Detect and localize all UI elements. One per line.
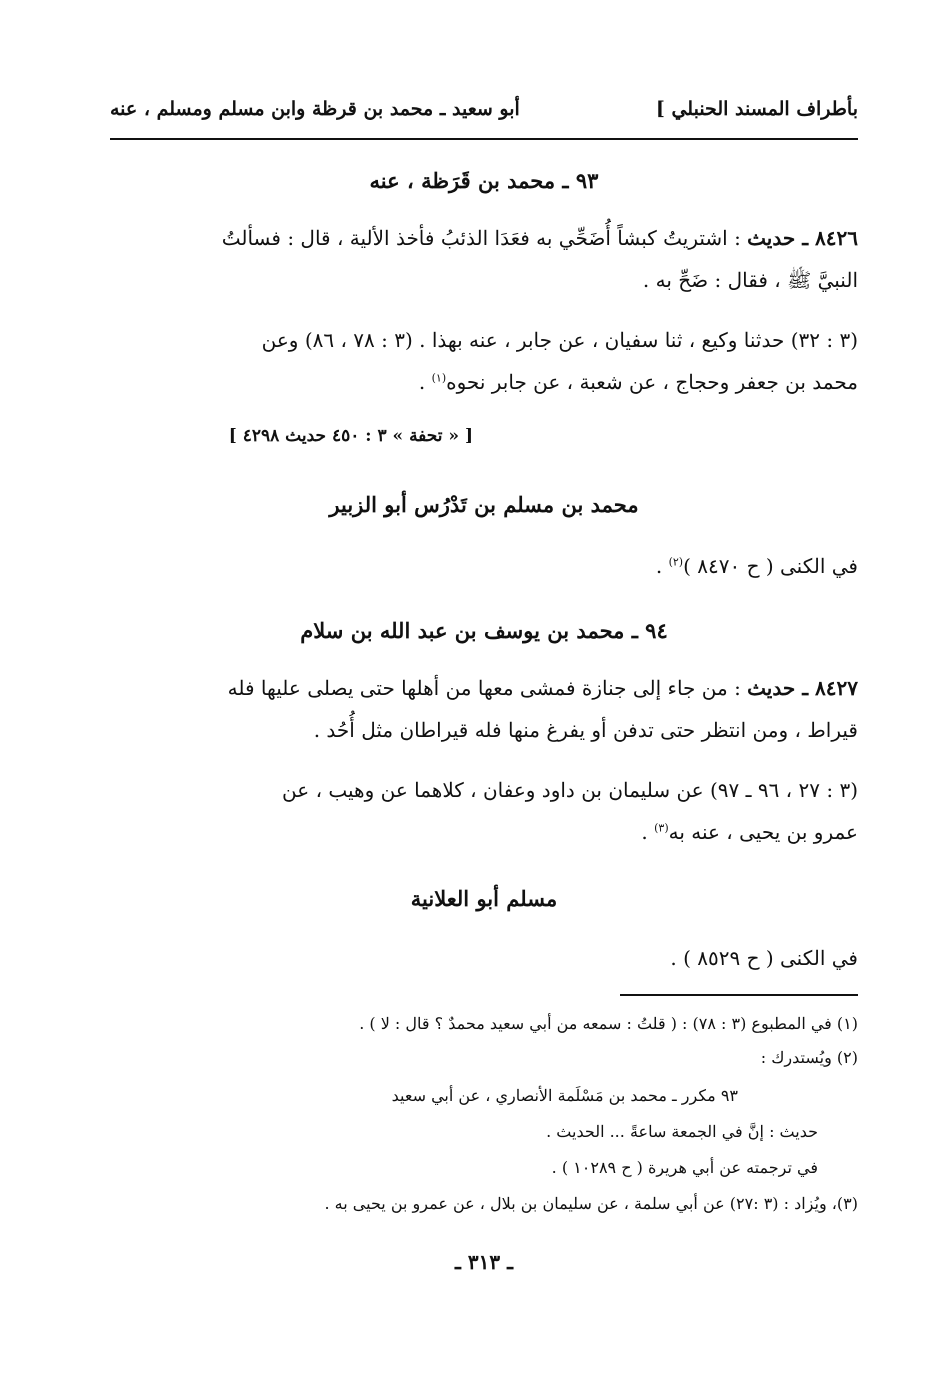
- footnote-2-line1: ٩٣ مكرر ـ محمد بن مَسْلَمة الأنصاري ، عن أبي سعيد: [391, 1086, 738, 1105]
- section-heading-93: ٩٣ ـ محمد بن قَرَظة ، عنه: [369, 168, 599, 193]
- section-heading-muslim: مسلم أبو العلانية: [410, 886, 558, 911]
- footnote-2: (٢) ويُستدرك :: [760, 1048, 858, 1067]
- footnote-1: (١) في المطبوع (٣ : ٧٨) : ( قلتُ : سمعه من أبي سعيد محمدٌ ؟ قال : لا ) .: [359, 1014, 858, 1033]
- hadith-8426-line1: [98, 226, 858, 250]
- kuna-text: في الكنى ( ح ٨٤٧٠ ): [683, 554, 858, 578]
- hadith-8427-line1: [98, 676, 858, 700]
- section-heading-abu-zubair: محمد بن مسلم بن تَدْرُس أبو الزبير: [329, 492, 639, 517]
- sources-text: عمرو بن يحيى ، عنه به: [668, 820, 858, 844]
- hadith-number: ٨٤٢٦ ـ حديث: [747, 226, 858, 250]
- header-book-title: بأطراف المسند الحنبلي ]: [655, 98, 858, 120]
- footnote-ref-2: (٢): [668, 555, 684, 569]
- footnote-ref-1: (١): [431, 371, 447, 385]
- sources-8426-line2: محمد بن جعفر وحجاج ، عن شعبة ، عن جابر نحوه$^{(١)}$ .: [418, 370, 858, 394]
- footnote-ref-3: (٣): [654, 821, 669, 835]
- hadith-8426-line2: النبيَّ ﷺ ، فقال : ضَحِّ به .: [642, 268, 858, 292]
- sources-text: محمد بن جعفر وحجاج ، عن شعبة ، عن جابر نحوه: [446, 370, 858, 394]
- footnote-divider: [620, 994, 858, 996]
- kuna-reference-8529: في الكنى ( ح ٨٥٢٩ ) .: [670, 946, 858, 970]
- hadith-number: ٨٤٢٧ ـ حديث: [747, 676, 858, 700]
- kuna-reference-8470: في الكنى ( ح ٨٤٧٠ )$^{(٢)}$ .: [655, 554, 858, 578]
- footnote-2-line2: حديث : إنَّ في الجمعة ساعةً ... الحديث .: [546, 1122, 818, 1141]
- tuhfa-reference: [ « تحفة » ٣ : ٤٥٠ حديث ٤٢٩٨ ]: [228, 426, 473, 446]
- footnote-3: (٣)، ويُزاد : (٣ :٢٧) عن أبي سلمة ، عن سليمان بن بلال ، عن عمرو بن يحيى به .: [324, 1194, 858, 1213]
- page-number: ـ ٣١٣ ـ: [455, 1250, 513, 1274]
- sources-8427-line1: (٣ : ٢٧ ، ٩٦ ـ ٩٧) عن سليمان بن داود وعفان ، كلاهما عن وهيب ، عن: [282, 778, 858, 802]
- running-header: [110, 94, 858, 140]
- section-heading-94: ٩٤ ـ محمد بن يوسف بن عبد الله بن سلام: [300, 618, 668, 643]
- sources-8426-line1: (٣ : ٣٢) حدثنا وكيع ، ثنا سفيان ، عن جابر ، عنه بهذا . (٣ : ٧٨ ، ٨٦) وعن: [261, 328, 858, 352]
- hadith-text: : من جاء إلى جنازة فمشى معها من أهلها حتى يصلى عليها فله: [227, 676, 748, 700]
- hadith-text: : اشتريتُ كبشاً أُضَحِّي به فعَدَا الذئبُ فأخذ الألية ، قال : فسألتُ: [221, 226, 748, 250]
- footnote-2-line3: في ترجمته عن أبي هريرة ( ح ١٠٢٨٩ ) .: [551, 1158, 818, 1177]
- header-section-title: أبو سعيد ـ محمد بن قرظة وابن مسلم ومسلم ، عنه: [110, 98, 520, 120]
- hadith-8427-line2: قيراط ، ومن انتظر حتى تدفن أو يفرغ منها فله قيراطان مثل أُحُد .: [313, 718, 858, 742]
- sources-8427-line2: عمرو بن يحيى ، عنه به$^{(٣)}$ .: [641, 820, 858, 844]
